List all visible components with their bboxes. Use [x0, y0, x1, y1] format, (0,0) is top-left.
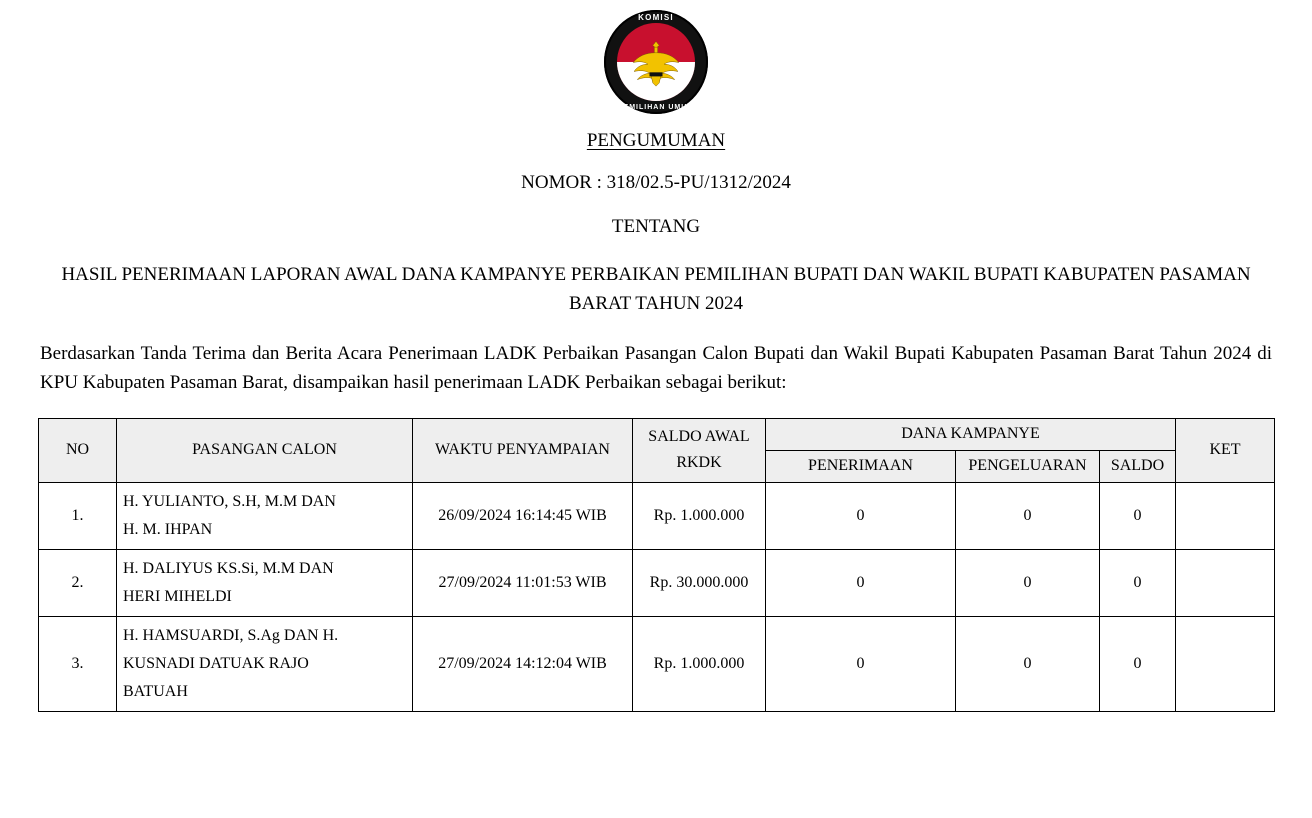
logo-bottom-text: PEMILIHAN UMUM: [617, 104, 695, 111]
cell-saldo-awal: Rp. 1.000.000: [633, 616, 766, 711]
table-row: [39, 549, 1275, 616]
document-paragraph: Berdasarkan Tanda Terima dan Berita Acara Penerimaan LADK Perbaikan Pasangan Calon Bupati dan Wakil Bupati Kabupaten Pasaman Barat Tahun 2024 di KPU Kabupaten Pasaman Barat, disampaikan hasil penerimaan LADK Perbaikan sebagai berikut:: [40, 342, 1272, 394]
cell-ket: [1176, 549, 1275, 616]
pasangan-line-3: BATUAH: [123, 682, 188, 700]
th-no: NO: [39, 418, 117, 482]
cell-pengeluaran: 0: [956, 616, 1100, 711]
th-saldo: SALDO: [1100, 450, 1176, 482]
th-ket: KET: [1176, 418, 1275, 482]
cell-ket: [1176, 616, 1275, 711]
cell-saldo: 0: [1100, 616, 1176, 711]
pasangan-line-2: KUSNADI DATUAK RAJO: [123, 654, 309, 672]
page-title: PENGUMUMAN: [586, 130, 726, 151]
cell-saldo-awal: Rp. 1.000.000: [633, 482, 766, 549]
cell-waktu: 26/09/2024 16:14:45 WIB: [413, 482, 633, 549]
results-table: [38, 418, 1275, 712]
garuda-icon: [630, 35, 682, 87]
cell-waktu: 27/09/2024 11:01:53 WIB: [413, 549, 633, 616]
th-saldo-awal-line2: RKDK: [676, 454, 722, 472]
cell-ket: [1176, 482, 1275, 549]
cell-no: 2.: [39, 549, 117, 616]
cell-penerimaan: 0: [766, 616, 956, 711]
table-row: [39, 616, 1275, 711]
cell-saldo-awal: Rp. 30.000.000: [633, 549, 766, 616]
pasangan-line-1: H. DALIYUS KS.Si, M.M DAN: [123, 559, 334, 577]
table-row: [39, 482, 1275, 549]
logo-inner-disc: [617, 23, 695, 101]
cell-pengeluaran: 0: [956, 549, 1100, 616]
cell-pengeluaran: 0: [956, 482, 1100, 549]
cell-pasangan-calon: [117, 616, 413, 711]
cell-waktu: 27/09/2024 14:12:04 WIB: [413, 616, 633, 711]
cell-penerimaan: 0: [766, 482, 956, 549]
th-saldo-awal-rkdk: [633, 418, 766, 482]
pasangan-line-1: H. HAMSUARDI, S.Ag DAN H.: [123, 626, 339, 644]
cell-saldo: 0: [1100, 549, 1176, 616]
th-waktu-penyampaian: WAKTU PENYAMPAIAN: [413, 418, 633, 482]
cell-penerimaan: 0: [766, 549, 956, 616]
cell-pasangan-calon: [117, 482, 413, 549]
cell-no: 1.: [39, 482, 117, 549]
about-label: TENTANG: [611, 216, 701, 237]
cell-no: 3.: [39, 616, 117, 711]
th-pengeluaran: PENGELUARAN: [956, 450, 1100, 482]
pasangan-line-1: H. YULIANTO, S.H, M.M DAN: [123, 492, 336, 510]
th-pasangan-calon: PASANGAN CALON: [117, 418, 413, 482]
th-dana-kampanye: DANA KAMPANYE: [766, 418, 1176, 450]
table-header-row-1: [39, 418, 1275, 450]
th-saldo-awal-line1: SALDO AWAL: [648, 427, 750, 445]
logo-top-text: KOMISI: [638, 13, 674, 22]
pasangan-line-2: HERI MIHELDI: [123, 587, 232, 605]
document-heading: HASIL PENERIMAAN LAPORAN AWAL DANA KAMPANYE PERBAIKAN PEMILIHAN BUPATI DAN WAKIL BUPATI KABUPATEN PASAMAN BARAT TAHUN 2024: [61, 264, 1251, 315]
cell-pasangan-calon: [117, 549, 413, 616]
logo-container: [38, 0, 1274, 114]
th-penerimaan: PENERIMAAN: [766, 450, 956, 482]
kpu-logo-icon: [604, 10, 708, 114]
document-number: NOMOR : 318/02.5-PU/1312/2024: [521, 172, 791, 193]
pasangan-line-2: H. M. IHPAN: [123, 520, 213, 538]
cell-saldo: 0: [1100, 482, 1176, 549]
